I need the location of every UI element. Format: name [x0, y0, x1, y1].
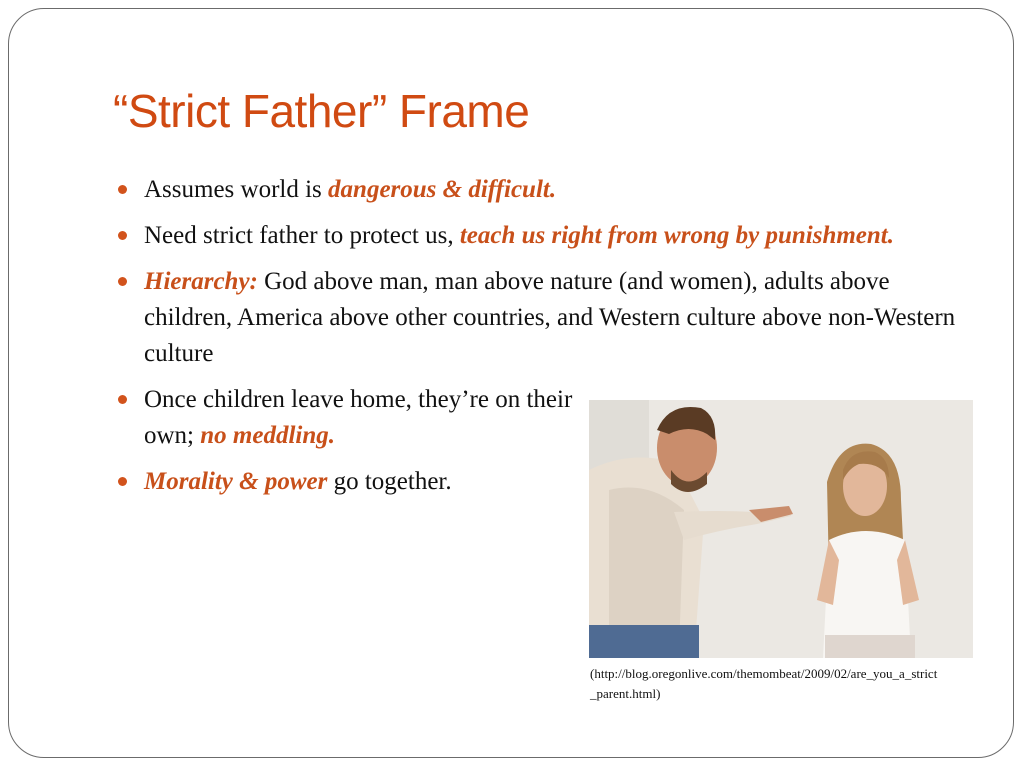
bullet-item [118, 264, 968, 372]
bullet-emphasis: Morality & power [144, 468, 328, 495]
bullet-item [118, 382, 584, 454]
bullet-dot-icon [118, 185, 127, 194]
bullet-dot-icon [118, 277, 127, 286]
bullet-dot-icon [118, 477, 127, 486]
bullet-item [118, 218, 968, 254]
bullet-text: go together. [327, 468, 452, 495]
bullet-text: God above man, man above nature (and women), adults above children, America above other countries, and Western culture above non-Western culture [144, 268, 956, 367]
bullet-emphasis: teach us right from wrong by punishment. [459, 222, 894, 249]
bullet-emphasis: dangerous & difficult. [328, 176, 557, 203]
bullet-text: Once children leave home, they’re on their own; [144, 386, 573, 449]
bullet-emphasis: Hierarchy: [144, 268, 258, 295]
photo-father-pointing-at-girl [589, 400, 973, 658]
image-source-caption: (http://blog.oregonlive.com/themombeat/2009/02/are_you_a_strict_parent.html) [590, 666, 938, 701]
bullet-emphasis: no meddling. [200, 422, 335, 449]
photo-illustration [589, 400, 973, 658]
bullet-item [118, 172, 968, 208]
bullet-dot-icon [118, 395, 127, 404]
bullet-text: Assumes world is [144, 176, 329, 203]
slide-title: “Strict Father” Frame [113, 85, 530, 137]
bullet-text: Need strict father to protect us, [144, 222, 460, 249]
bullet-dot-icon [118, 231, 127, 240]
